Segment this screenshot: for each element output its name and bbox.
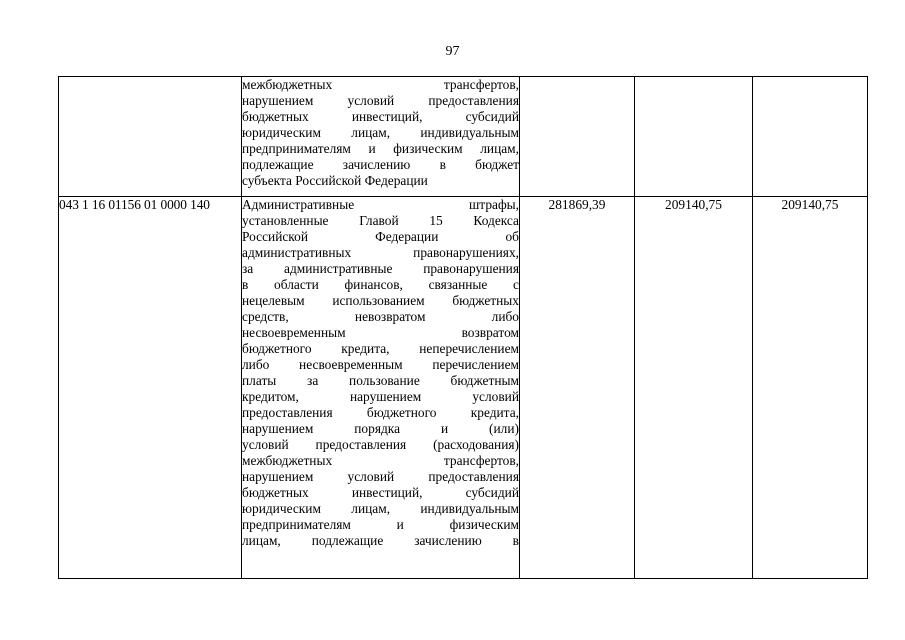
- description-line: либо несвоевременным перечислением: [242, 357, 519, 372]
- description-line: подлежащие зачислению в бюджет: [242, 157, 519, 172]
- description-line: Российской Федерации об: [242, 229, 519, 244]
- description-line: административных правонарушениях,: [242, 245, 519, 260]
- description-line: нарушением условий предоставления: [242, 469, 519, 484]
- description-line: бюджетных инвестиций, субсидий: [242, 485, 519, 500]
- description-line: межбюджетных трансфертов,: [242, 77, 519, 92]
- description-line: предпринимателям и физическим лицам,: [242, 141, 519, 156]
- description-line: предоставления бюджетного кредита,: [242, 405, 519, 420]
- description-line: лицам, подлежащие зачислению в: [242, 533, 519, 548]
- description-line: платы за пользование бюджетным: [242, 373, 519, 388]
- description-line: межбюджетных трансфертов,: [242, 453, 519, 468]
- description-line: кредитом, нарушением условий: [242, 389, 519, 404]
- description-line: юридическим лицам, индивидуальным: [242, 125, 519, 140]
- value-cell-1: 281869,39: [520, 197, 635, 579]
- table-row: [59, 77, 868, 197]
- description-line: средств, невозвратом либо: [242, 309, 519, 324]
- description-line: нецелевым использованием бюджетных: [242, 293, 519, 308]
- description-cell: [242, 197, 520, 579]
- table-row: [59, 197, 868, 579]
- description-line: бюджетного кредита, неперечислением: [242, 341, 519, 356]
- description-line: юридическим лицам, индивидуальным: [242, 501, 519, 516]
- description-line: несвоевременным возвратом: [242, 325, 519, 340]
- description-line: субъекта Российской Федерации: [242, 173, 428, 188]
- budget-table: [58, 76, 868, 579]
- description-line: за административные правонарушения: [242, 261, 519, 276]
- description-line: в области финансов, связанные с: [242, 277, 519, 292]
- value-cell-2: 209140,75: [635, 197, 753, 579]
- page-number: 97: [445, 44, 460, 59]
- value-cell-3: [753, 77, 868, 197]
- budget-code-cell: [59, 77, 242, 197]
- description-line: нарушением порядка и (или): [242, 421, 519, 436]
- description-cell: [242, 77, 520, 197]
- description-line: условий предоставления (расходования): [242, 437, 519, 452]
- value-cell-1: [520, 77, 635, 197]
- value-cell-2: [635, 77, 753, 197]
- budget-code-cell: 043 1 16 01156 01 0000 140: [59, 197, 242, 579]
- description-line: нарушением условий предоставления: [242, 93, 519, 108]
- description-line: установленные Главой 15 Кодекса: [242, 213, 519, 228]
- description-line: бюджетных инвестиций, субсидий: [242, 109, 519, 124]
- description-line: Административные штрафы,: [242, 197, 519, 212]
- value-cell-3: 209140,75: [753, 197, 868, 579]
- description-line: предпринимателям и физическим: [242, 517, 519, 532]
